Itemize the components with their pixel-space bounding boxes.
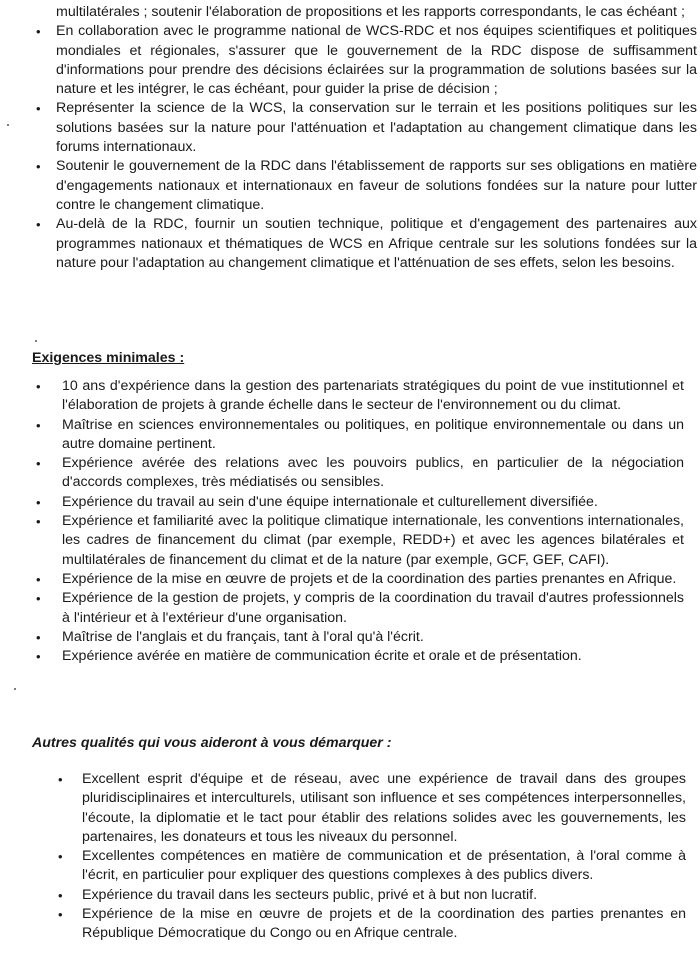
scan-speck [7,124,9,126]
bullet-icon: • [36,24,41,40]
list-item [58,905,686,944]
list-item-text: Excellent esprit d'équipe et de réseau, avec une expérience de travail dans des groupes pluridisciplinaires et interculturels, utilisant son influence et ses compétences interpersonnelles, l'écoute, la diplomatie et le tact pour établir des relations solides avec les gouvernements, les partenaires, les donateurs et tous les niveaux du personnel. [82,771,686,845]
list-item [58,847,686,886]
list-item [36,416,684,455]
minimum-requirements-heading [32,349,184,368]
other-qualities-heading: Autres qualités qui vous aideront à vous démarquer : [32,735,392,751]
bullet-icon: • [58,772,63,787]
minimum-requirements-list [36,377,684,666]
list-item-text: Expérience avérée en matière de communication écrite et orale et de présentation. [62,648,582,665]
list-item [58,886,686,905]
list-item [36,377,684,416]
list-item-text: Au-delà de la RDC, fournir un soutien technique, politique et d'engagement des partenaires aux programmes nationaux et thématiques de WCS en Afrique centrale sur les solutions fondées sur la nature pour l'adaptation au changement climatique et l'atténuation de ses effets, selon les besoins. [56,216,697,271]
responsibilities-list [36,3,697,273]
scan-speck [35,340,37,342]
list-item-text: Expérience de la mise en œuvre de projets et de la coordination des parties prenantes en République Démocratique du Congo ou en Afrique centrale. [82,906,686,942]
scan-speck [14,688,16,690]
list-item [58,770,686,847]
list-item-continuation [56,3,697,22]
list-item [36,570,684,589]
bullet-icon: • [58,887,63,903]
list-item [36,628,684,647]
list-item [36,22,697,99]
list-item [36,157,697,215]
list-item-text: 10 ans d'expérience dans la gestion des partenariats stratégiques du point de vue institutionnel et l'élaboration de projets à grande échelle dans le secteur de l'environnement ou du climat. [62,378,684,414]
bullet-icon: • [36,379,41,394]
bullet-icon: • [36,456,41,472]
heading-colon: : [175,350,185,366]
list-item-text: Expérience de la mise en œuvre de projets et de la coordination des parties prenantes en Afrique. [62,570,677,587]
list-item [36,493,684,512]
list-item [36,215,697,273]
bullet-icon: • [36,629,41,645]
bullet-icon: • [36,101,41,117]
bullet-icon: • [36,591,41,607]
list-item [36,99,697,157]
bullet-icon: • [58,849,63,865]
list-item [36,589,684,628]
bullet-icon: • [36,514,41,530]
list-item-text: Soutenir le gouvernement de la RDC dans l'établissement de rapports sur ses obligations en matière d'engagements nationaux et internationaux en faveur de solutions fondées sur la nature pour lutter contre le changement climatique. [56,158,697,213]
list-item [36,512,684,570]
list-item-text: Expérience de la gestion de projets, y compris de la coordination du travail d'autres professionnels à l'intérieur et à l'extérieur d'une organisation. [62,590,684,626]
list-item-text: Expérience du travail dans les secteurs public, privé et à but non lucratif. [82,886,538,903]
list-item [36,647,684,666]
list-item-text: Représenter la science de la WCS, la conservation sur le terrain et les positions politiques sur les solutions basées sur la nature pour l'atténuation et l'adaptation au changement climatique dans les forums internationaux. [56,100,697,156]
list-item-text: Expérience avérée des relations avec les pouvoirs publics, en particulier de la négociation d'accords complexes, très médiatisés ou sensibles. [62,455,684,491]
list-item [36,454,684,493]
heading-text: Exigences minimales [32,350,176,366]
list-item-text: multilatérales ; soutenir l'élaboration de propositions et les rapports correspondants, le cas échéant ; [56,4,685,20]
list-item-text: Excellentes compétences en matière de communication et de présentation, à l'oral comme à l'écrit, en particulier pour expliquer des questions complexes à des publics divers. [82,848,686,884]
list-item-text: Maîtrise en sciences environnementales ou politiques, en politique environnementale ou dans un autre domaine pertinent. [62,416,684,452]
bullet-icon: • [36,417,41,433]
bullet-icon: • [36,494,41,510]
bullet-icon: • [36,649,41,665]
bullet-icon: • [36,159,41,175]
bullet-icon: • [58,907,63,923]
list-item-text: Expérience et familiarité avec la politique climatique internationale, les conventions internationales, les cadres de financement du climat (par exemple, REDD+) et avec les agences bilatérales et multilatérales de financement du climat et de la nature (par exemple, GCF, GEF, CAFI). [62,513,684,568]
bullet-icon: • [36,217,41,233]
list-item-text: En collaboration avec le programme national de WCS-RDC et nos équipes scientifiques et politiques mondiales et régionales, s'assurer que le gouvernement de la RDC dispose de suffisamment d'informations pour prendre des décisions éclairées sur la programmation de solutions basées sur la nature et les intégrer, le cas échéant, pour guider la prise de décision ; [56,23,697,98]
list-item-text: Expérience du travail au sein d'une équipe internationale et culturellement diversifiée. [62,493,598,510]
bullet-icon: • [36,571,41,587]
other-qualities-list [58,770,686,944]
list-item-text: Maîtrise de l'anglais et du français, tant à l'oral qu'à l'écrit. [62,628,424,645]
